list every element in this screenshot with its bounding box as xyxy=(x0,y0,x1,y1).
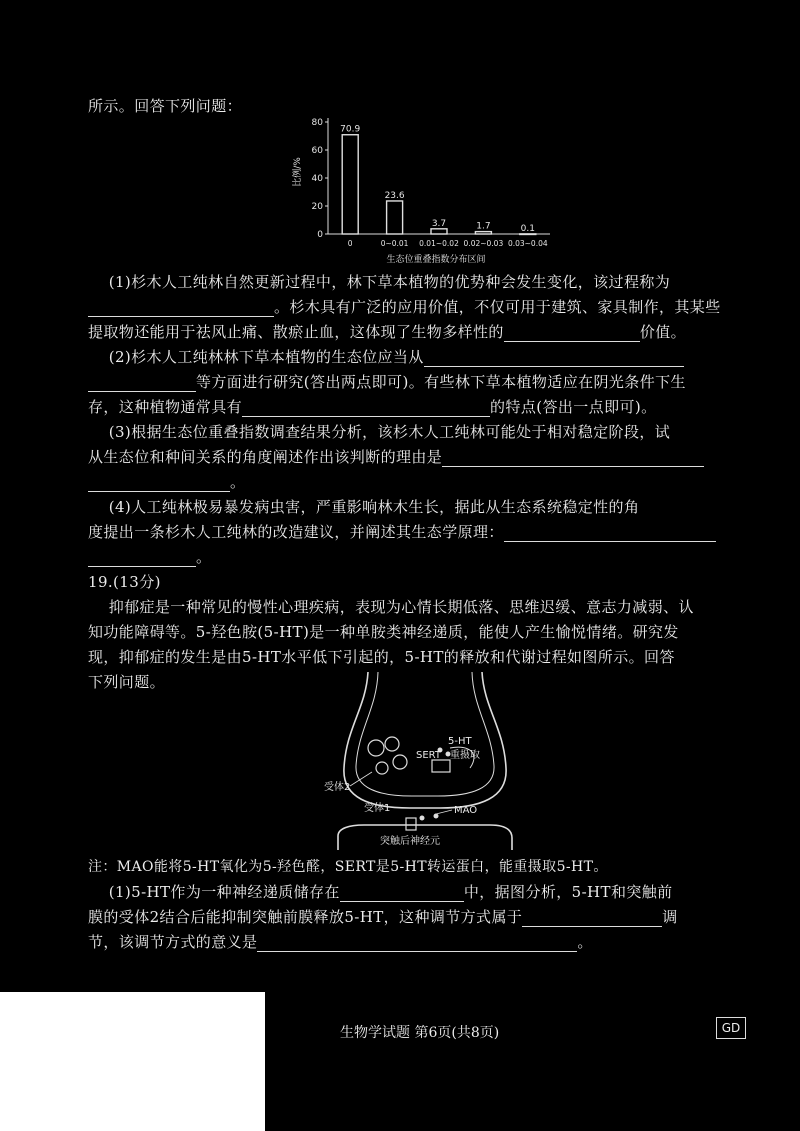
bar xyxy=(475,232,491,234)
answer-blank-10[interactable] xyxy=(340,885,464,902)
answer-blank-7[interactable] xyxy=(88,475,230,492)
answer-blank-3[interactable] xyxy=(424,350,684,367)
q19-diagram-note: 注：MAO能将5-HT氧化为5-羟色醛，SERT是5-HT转运蛋白，能重摄取5-HT。 xyxy=(88,859,608,875)
q19-p1-line1: (1)5-HT作为一种神经递质储存在 中，据图分析，5-HT和突触前 xyxy=(108,883,673,901)
vesicle xyxy=(393,755,407,769)
presynaptic-inner-membrane xyxy=(356,672,494,796)
q18-p3-line3: 。 xyxy=(88,472,245,492)
x-category-label: 0.02~0.03 xyxy=(463,239,504,248)
label-5ht: 5-HT xyxy=(448,736,472,747)
pointer-receptor2 xyxy=(350,772,372,786)
white-scan-area xyxy=(0,992,265,1131)
sert-transporter xyxy=(432,760,450,772)
q19-p1-line2: 膜的受体2结合后能抑制突触前膜释放5-HT，这种调节方式属于 调 xyxy=(88,908,678,926)
vesicle xyxy=(376,762,388,774)
x-category-label: 0~0.01 xyxy=(380,239,409,248)
y-tick-label: 0 xyxy=(317,230,323,240)
answer-blank-1[interactable] xyxy=(88,300,274,317)
page-footer: 生物学试题 第6页(共8页) xyxy=(340,1025,500,1041)
q18-p4-line1: (4)人工纯林极易暴发病虫害，严重影响林木生长，据此从生态系统稳定性的角 xyxy=(108,498,640,516)
q18-p4-line2: 度提出一条杉木人工纯林的改造建议，并阐述其生态学原理： xyxy=(88,522,716,542)
answer-blank-6[interactable] xyxy=(442,450,704,467)
y-tick-label: 60 xyxy=(311,146,323,156)
x-axis-label: 生态位重叠指数分布区间 xyxy=(386,255,486,265)
y-tick-label: 40 xyxy=(311,174,323,184)
q18-p2-line3: 存，这种植物通常具有 的特点(答出一点即可)。 xyxy=(88,398,657,416)
bar-value-label: 0.1 xyxy=(520,223,535,234)
answer-blank-12[interactable] xyxy=(257,935,577,952)
q18-p3-line1: (3)根据生态位重叠指数调查结果分析，该杉木人工纯林可能处于相对稳定阶段，试 xyxy=(108,423,671,441)
q18-p1-line1: (1)杉木人工纯林自然更新过程中，林下草本植物的优势种会发生变化，该过程称为 xyxy=(108,273,671,291)
receptor1 xyxy=(406,818,416,830)
bar-value-label: 70.9 xyxy=(340,124,361,135)
answer-blank-2[interactable] xyxy=(504,325,640,342)
q18-p1-line2: 。杉木具有广泛的应用价值，不仅可用于建筑、家具制作，其某些 xyxy=(88,297,721,317)
q19-stem-line3: 现，抑郁症的发生是由5-HT水平低下引起的，5-HT的释放和代谢过程如图所示。回答 xyxy=(88,648,675,666)
answer-blank-9[interactable] xyxy=(88,550,196,567)
x-category-label: 0.03~0.04 xyxy=(507,239,548,248)
bar-value-label: 3.7 xyxy=(431,218,447,229)
vesicle xyxy=(368,740,384,756)
bar-value-label: 23.6 xyxy=(384,190,405,201)
q18-p1-line3: 提取物还能用于祛风止痛、散瘀止血，这体现了生物多样性的 价值。 xyxy=(88,323,687,341)
gd-badge: GD xyxy=(716,1017,746,1039)
answer-blank-4[interactable] xyxy=(88,375,196,392)
y-axis-label: 比例/% xyxy=(293,157,303,187)
q18-p4-line3: 。 xyxy=(88,547,211,567)
label-reuptake: 重摄取 xyxy=(450,750,480,761)
label-receptor1: 受体1 xyxy=(364,803,391,814)
answer-blank-11[interactable] xyxy=(522,910,662,927)
q19-stem-line1: 抑郁症是一种常见的慢性心理疾病，表现为心情长期低落、思维迟缓、意志力减弱、认 xyxy=(108,598,694,616)
y-tick-label: 80 xyxy=(311,118,323,128)
bar xyxy=(431,229,447,234)
bar-value-label: 1.7 xyxy=(476,221,491,232)
bar xyxy=(387,201,403,234)
answer-blank-5[interactable] xyxy=(242,400,490,417)
x-category-label: 0.01~0.02 xyxy=(419,239,459,248)
y-tick-label: 20 xyxy=(311,202,323,212)
bars xyxy=(340,125,536,235)
label-receptor2: 受体2 xyxy=(324,782,351,793)
q19-stem-line2: 知功能障碍等。5-羟色胺(5-HT)是一种单胺类神经递质，能使人产生愉悦情绪。研究发 xyxy=(88,623,679,641)
label-mao: MAO xyxy=(454,805,478,816)
q18-p3-line2: 从生态位和种间关系的角度阐述作出该判断的理由是 xyxy=(88,447,704,467)
q19-heading: 19.(13分) xyxy=(88,573,161,591)
5ht-molecule xyxy=(420,816,425,821)
q18-p2-line1: (2)杉木人工纯林林下草本植物的生态位应当从 xyxy=(88,347,684,367)
q18-p2-line2: 等方面进行研究(答出两点即可)。有些林下草本植物适应在阴光条件下生 xyxy=(88,372,686,392)
synapse-diagram xyxy=(320,668,530,850)
5ht-molecule xyxy=(434,814,439,819)
label-postsynaptic-neuron: 突触后神经元 xyxy=(380,836,440,847)
x-axis-categories xyxy=(348,239,548,248)
answer-blank-8[interactable] xyxy=(504,525,716,542)
intro-text: 所示。回答下列问题： xyxy=(88,97,243,115)
overlap-index-bar-chart xyxy=(290,110,560,268)
pointer-mao xyxy=(436,810,452,814)
vesicle xyxy=(385,737,399,751)
y-axis-ticks xyxy=(312,118,328,240)
bar xyxy=(342,135,358,234)
label-sert: SERT xyxy=(416,750,441,761)
bar xyxy=(520,234,536,235)
q19-p1-line3: 节，该调节方式的意义是 。 xyxy=(88,933,593,951)
q19-stem-line4: 下列问题。 xyxy=(88,673,166,691)
x-category-label: 0 xyxy=(347,239,353,248)
